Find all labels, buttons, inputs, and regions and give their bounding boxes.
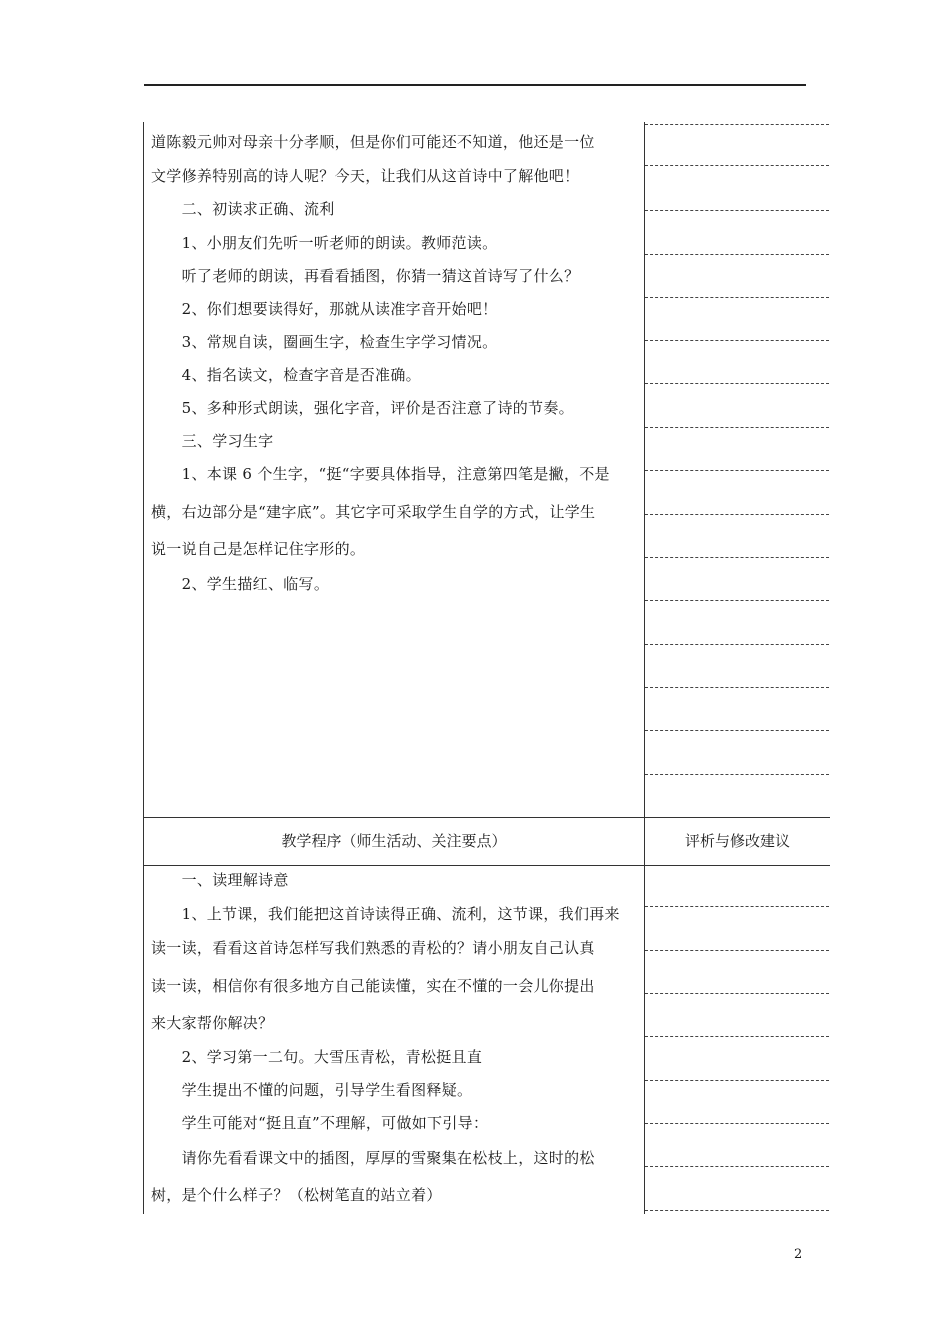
- dashed-writing-line: [645, 600, 829, 601]
- text-line: 2、学生描红、临写。: [151, 575, 330, 593]
- analysis-column-header: 评析与修改建议: [684, 832, 790, 850]
- dashed-writing-line: [645, 427, 829, 428]
- text-line: 文学修养特别高的诗人呢？今天，让我们从这首诗中了解他吧！: [151, 167, 580, 185]
- dashed-writing-line: [645, 383, 829, 384]
- text-line: 1、本课 6 个生字，“挺“字要具体指导，注意第四笔是撇，不是: [151, 465, 610, 483]
- analysis-writing-lines-2: [645, 866, 831, 1214]
- dashed-writing-line: [645, 1210, 829, 1211]
- text-line: 一、读理解诗意: [151, 871, 289, 889]
- procedure-column-header: 教学程序（师生活动、关注要点）: [281, 832, 507, 850]
- dashed-writing-line: [645, 210, 829, 211]
- dashed-writing-line: [645, 470, 829, 471]
- text-line: 5、多种形式朗读，强化字音，评价是否注意了诗的节奏。: [151, 399, 574, 417]
- page-number: 2: [794, 1247, 803, 1262]
- text-line: 听了老师的朗读，再看看插图，你猜一猜这首诗写了什么？: [151, 267, 580, 285]
- dashed-writing-line: [645, 1123, 829, 1124]
- text-line: 4、指名读文，检查字音是否准确。: [151, 366, 421, 384]
- dashed-writing-line: [645, 340, 829, 341]
- dashed-writing-line: [645, 254, 829, 255]
- text-line: 1、小朋友们先听一听老师的朗读。教师范读。: [151, 234, 498, 252]
- text-line: 来大家帮你解决？: [151, 1014, 274, 1032]
- text-line: 道陈毅元帅对母亲十分孝顺，但是你们可能还不知道，他还是一位: [151, 133, 595, 151]
- text-line: 学生可能对“挺且直”不理解，可做如下引导：: [151, 1114, 489, 1132]
- dashed-writing-line: [645, 906, 829, 907]
- dashed-writing-line: [645, 124, 829, 125]
- text-line: 1、上节课，我们能把这首诗读得正确、流利，这节课，我们再来: [151, 905, 620, 923]
- text-line: 树，是个什么样子？（松树笔直的站立着）: [151, 1186, 442, 1204]
- dashed-writing-line: [645, 1166, 829, 1167]
- dashed-writing-line: [645, 514, 829, 515]
- text-line: 3、常规自读，圈画生字，检查生字学习情况。: [151, 333, 498, 351]
- text-line: 2、学习第一二句。大雪压青松，青松挺且直: [151, 1048, 483, 1066]
- text-line: 三、学习生字: [151, 432, 274, 450]
- text-line: 读一读，相信你有很多地方自己能读懂，实在不懂的一会儿你提出: [151, 977, 595, 995]
- dashed-writing-line: [645, 993, 829, 994]
- text-line: 横，右边部分是“建字底”。其它字可采取学生自学的方式，让学生: [151, 503, 596, 521]
- text-line: 读一读，看看这首诗怎样写我们熟悉的青松的？请小朋友自己认真: [151, 939, 595, 957]
- header-rule: [144, 84, 806, 86]
- lesson-text-section-2: [151, 866, 641, 1206]
- dashed-writing-line: [645, 774, 829, 775]
- dashed-writing-line: [645, 644, 829, 645]
- dashed-writing-line: [645, 950, 829, 951]
- lesson-text-section-1: [151, 126, 641, 606]
- text-line: 请你先看看课文中的插图，厚厚的雪聚集在松枝上，这时的松: [151, 1149, 595, 1167]
- text-line: 二、初读求正确、流利: [151, 200, 335, 218]
- text-line: 说一说自己是怎样记住字形的。: [151, 540, 366, 558]
- dashed-writing-line: [645, 557, 829, 558]
- analysis-writing-lines-1: [645, 122, 831, 817]
- table-left-border: [143, 122, 144, 1214]
- dashed-writing-line: [645, 687, 829, 688]
- dashed-writing-line: [645, 730, 829, 731]
- dashed-writing-line: [645, 1080, 829, 1081]
- text-line: 2、你们想要读得好，那就从读准字音开始吧！: [151, 300, 498, 318]
- dashed-writing-line: [645, 297, 829, 298]
- dashed-writing-line: [645, 1036, 829, 1037]
- text-line: 学生提出不懂的问题，引导学生看图释疑。: [151, 1081, 473, 1099]
- dashed-writing-line: [645, 165, 829, 166]
